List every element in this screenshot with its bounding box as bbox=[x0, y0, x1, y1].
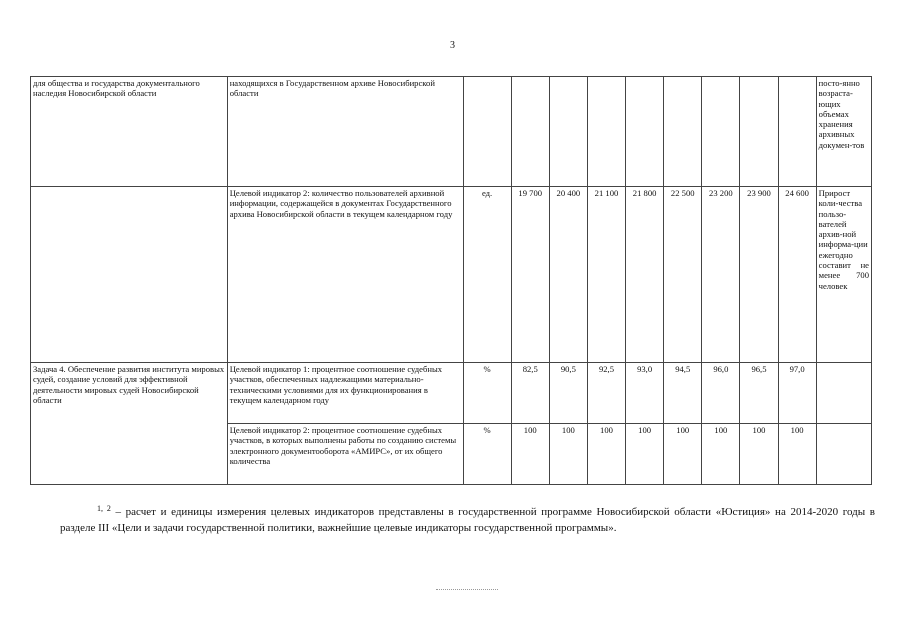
value-cell: 100 bbox=[549, 424, 587, 485]
unit-cell: ед. bbox=[463, 187, 511, 363]
footnote bbox=[60, 504, 875, 536]
value-cell bbox=[626, 77, 664, 187]
unit-cell bbox=[463, 77, 511, 187]
value-cell: 100 bbox=[626, 424, 664, 485]
value-cell: 100 bbox=[740, 424, 778, 485]
value-cell bbox=[740, 77, 778, 187]
value-cell: 97,0 bbox=[778, 363, 816, 424]
table-row bbox=[31, 187, 872, 363]
value-cell: 23 900 bbox=[740, 187, 778, 363]
value-cell bbox=[664, 77, 702, 187]
footnote-marks: 1, 2 bbox=[97, 504, 111, 513]
value-cell: 82,5 bbox=[511, 363, 549, 424]
note-cell: Прирост коли-чества пользо-вателей архив-ной информа-ции ежегодно составит не менее 700 человек bbox=[816, 187, 871, 363]
indicator-cell: находящихся в Государственном архиве Новосибирской области bbox=[227, 77, 463, 187]
value-cell: 21 100 bbox=[587, 187, 625, 363]
value-cell: 96,0 bbox=[702, 363, 740, 424]
value-cell: 90,5 bbox=[549, 363, 587, 424]
value-cell: 96,5 bbox=[740, 363, 778, 424]
value-cell bbox=[702, 77, 740, 187]
task-cell: Задача 4. Обеспечение развития института мировых судей, создание условий для эффективной деятельности мировых судей Новосибирской области bbox=[31, 363, 228, 485]
unit-cell: % bbox=[463, 363, 511, 424]
value-cell: 23 200 bbox=[702, 187, 740, 363]
value-cell: 100 bbox=[511, 424, 549, 485]
task-cell bbox=[31, 187, 228, 363]
value-cell: 93,0 bbox=[626, 363, 664, 424]
value-cell: 100 bbox=[778, 424, 816, 485]
task-cell: для общества и государства документального наследия Новосибирской области bbox=[31, 77, 228, 187]
value-cell: 100 bbox=[702, 424, 740, 485]
indicator-cell: Целевой индикатор 2: количество пользователей архивной информации, содержащейся в документах Государственного архива Новосибирской области в текущем календарном году bbox=[227, 187, 463, 363]
value-cell: 92,5 bbox=[587, 363, 625, 424]
note-cell: посто-янно возраста-ющих объемах хранения архивных докумен-тов bbox=[816, 77, 871, 187]
value-cell: 100 bbox=[664, 424, 702, 485]
value-cell bbox=[778, 77, 816, 187]
footnote-text: – расчет и единицы измерения целевых индикаторов представлены в государственной программе Новосибирской области «Юстиция» на 2014-2020 годы в разделе III «Цели и задачи государственной политики, важнейшие целевые индикаторы государственной программы». bbox=[60, 506, 875, 534]
value-cell: 21 800 bbox=[626, 187, 664, 363]
indicator-cell: Целевой индикатор 2: процентное соотношение судебных участков, в которых выполнены работы по созданию системы электронного документооборота «АМИРС», от их общего количества bbox=[227, 424, 463, 485]
value-cell: 100 bbox=[587, 424, 625, 485]
note-cell bbox=[816, 363, 871, 424]
table-row bbox=[31, 77, 872, 187]
indicator-cell: Целевой индикатор 1: процентное соотношение судебных участков, обеспеченных надлежащими материально-техническими условиями для их функционирования в текущем календарном году bbox=[227, 363, 463, 424]
end-of-document-line bbox=[436, 589, 498, 590]
note-cell bbox=[816, 424, 871, 485]
unit-cell: % bbox=[463, 424, 511, 485]
value-cell: 22 500 bbox=[664, 187, 702, 363]
value-cell: 20 400 bbox=[549, 187, 587, 363]
page-number: 3 bbox=[450, 40, 455, 51]
value-cell: 19 700 bbox=[511, 187, 549, 363]
value-cell bbox=[587, 77, 625, 187]
value-cell bbox=[511, 77, 549, 187]
table-row bbox=[31, 363, 872, 424]
indicators-table bbox=[30, 76, 872, 485]
value-cell: 24 600 bbox=[778, 187, 816, 363]
value-cell bbox=[549, 77, 587, 187]
value-cell: 94,5 bbox=[664, 363, 702, 424]
